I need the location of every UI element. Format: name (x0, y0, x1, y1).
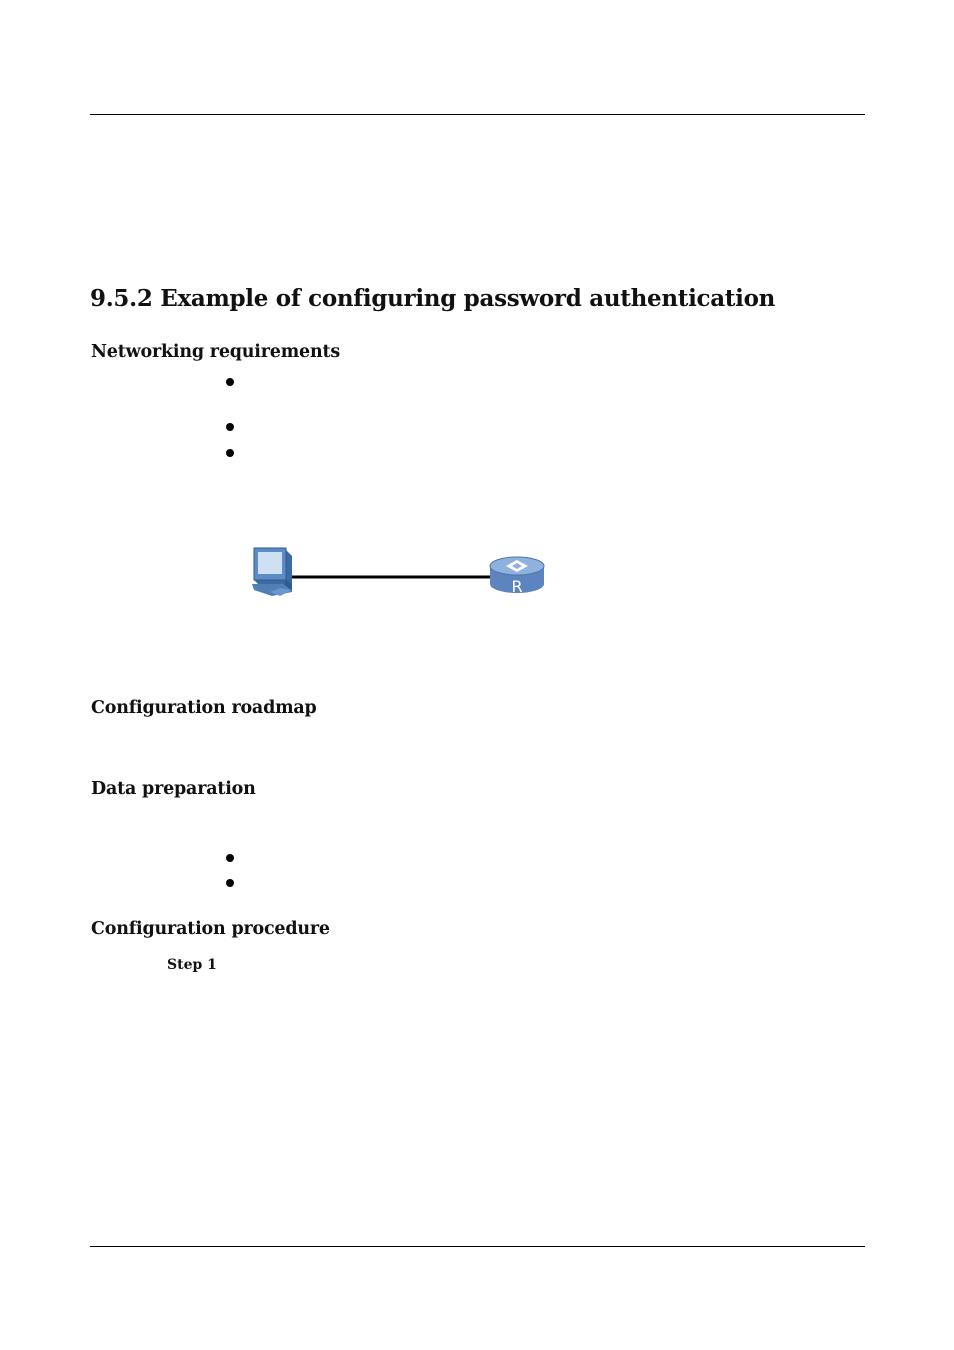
networking-requirements-heading: Networking requirements (91, 342, 341, 362)
data-bullet-1 (226, 854, 234, 862)
pc-icon (252, 548, 292, 596)
configuration-roadmap-heading: Configuration roadmap (91, 698, 317, 718)
step-1-label: Step 1 (167, 957, 217, 973)
section-title: 9.5.2 Example of configuring password authentication (90, 285, 776, 312)
data-preparation-heading: Data preparation (91, 779, 256, 799)
data-bullet-2 (226, 879, 234, 887)
network-topology-diagram (240, 540, 560, 610)
router-icon (490, 557, 544, 596)
router-label: R (511, 577, 523, 596)
requirement-bullet-1 (226, 378, 234, 386)
requirement-bullet-2 (226, 423, 234, 431)
configuration-procedure-heading: Configuration procedure (91, 919, 330, 939)
footer-rule (90, 1246, 865, 1247)
requirement-bullet-3 (226, 449, 234, 457)
header-rule (90, 114, 865, 115)
